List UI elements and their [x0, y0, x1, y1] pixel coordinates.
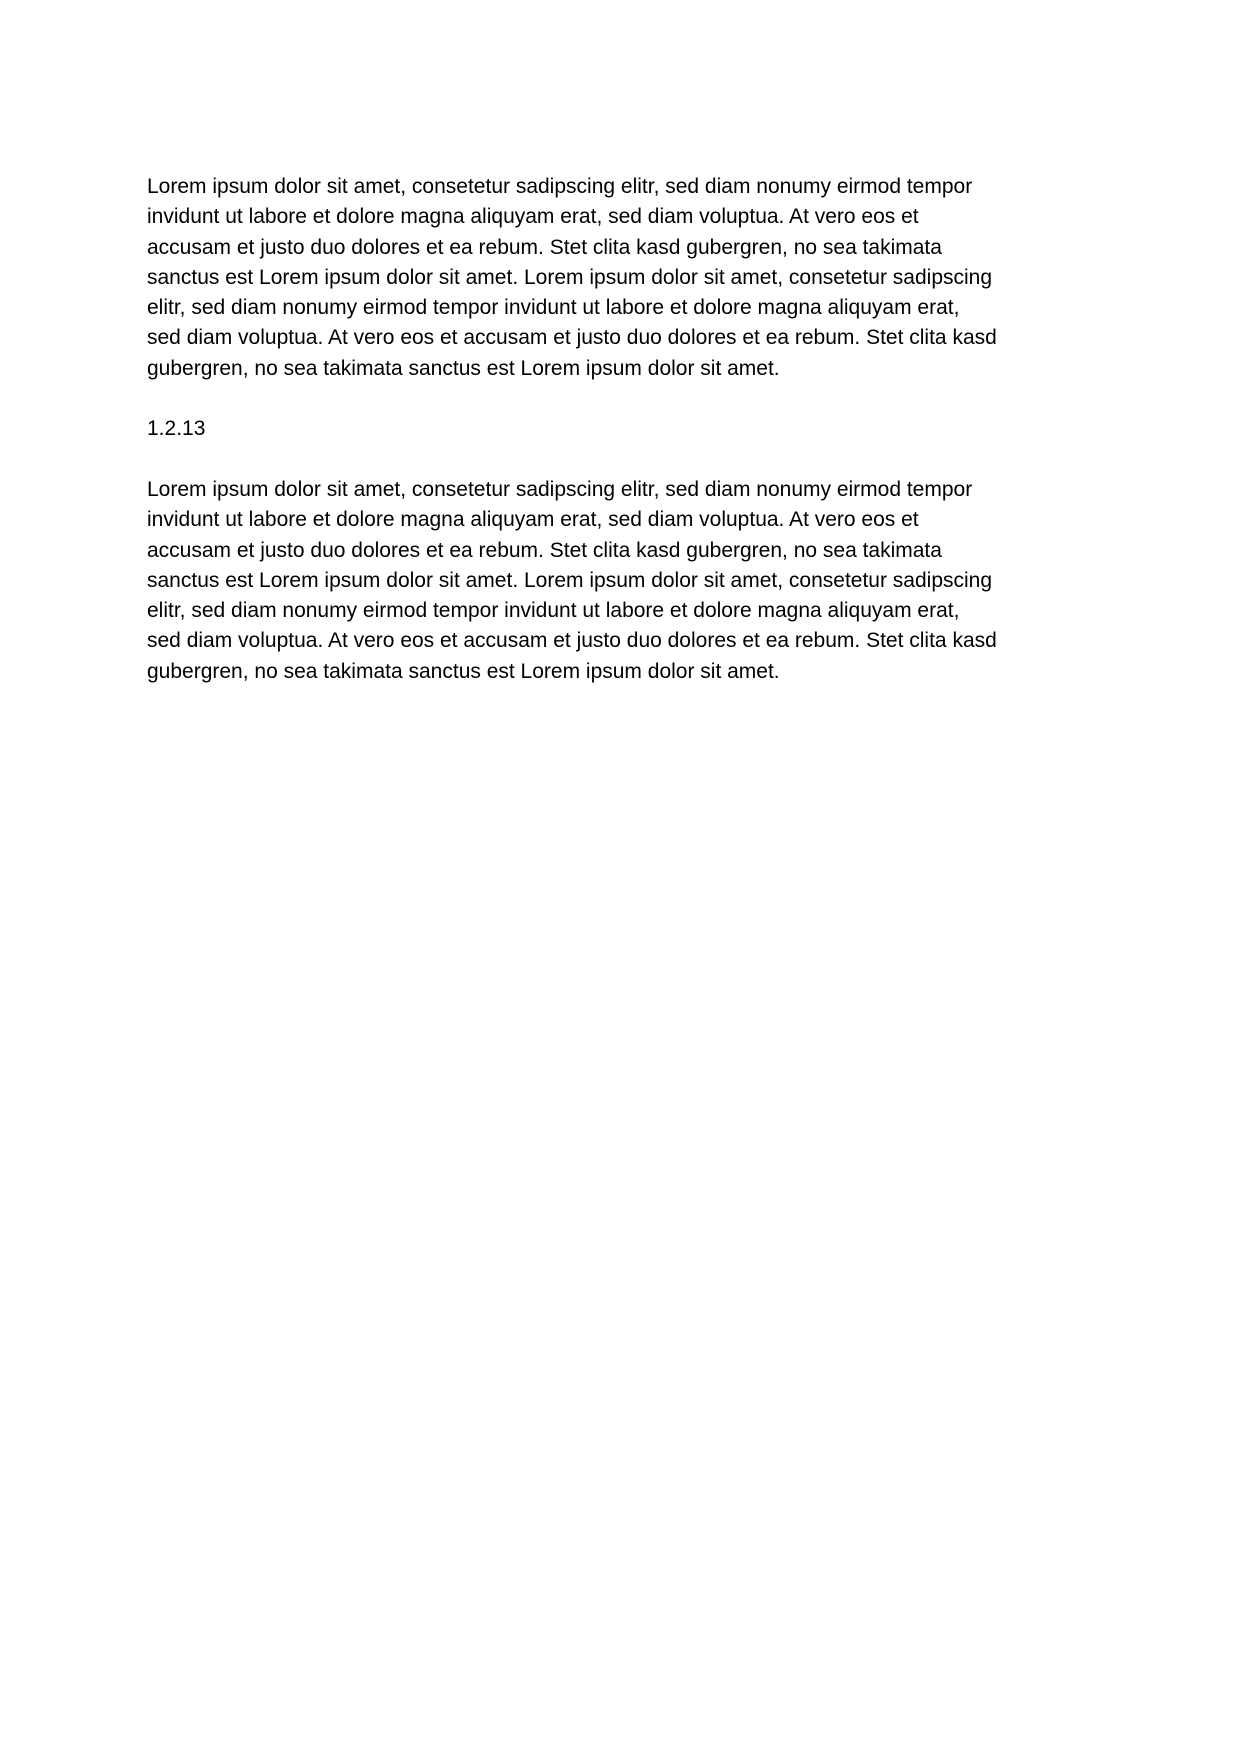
- text-line: elitr, sed diam nonumy eirmod tempor invidunt ut labore et dolore magna aliquyam erat,: [147, 599, 960, 623]
- text-line: sed diam voluptua. At vero eos et accusam et justo duo dolores et ea rebum. Stet clita kasd: [147, 629, 997, 653]
- text-line: Lorem ipsum dolor sit amet, consetetur sadipscing elitr, sed diam nonumy eirmod tempor: [147, 175, 973, 198]
- text-line: invidunt ut labore et dolore magna aliquyam erat, sed diam voluptua. At vero eos et: [147, 508, 919, 532]
- text-line: accusam et justo duo dolores et ea rebum. Stet clita kasd gubergren, no sea takimata: [147, 538, 942, 562]
- text-line: gubergren, no sea takimata sanctus est Lorem ipsum dolor sit amet.: [147, 356, 780, 380]
- text-line: elitr, sed diam nonumy eirmod tempor invidunt ut labore et dolore magna aliquyam erat,: [147, 296, 960, 320]
- text-line: sanctus est Lorem ipsum dolor sit amet. Lorem ipsum dolor sit amet, consetetur sadipscing: [147, 568, 993, 592]
- text-line: gubergren, no sea takimata sanctus est Lorem ipsum dolor sit amet.: [147, 659, 780, 683]
- text-line: invidunt ut labore et dolore magna aliquyam erat, sed diam voluptua. At vero eos et: [147, 205, 919, 229]
- text-line: Lorem ipsum dolor sit amet, consetetur sadipscing elitr, sed diam nonumy eirmod tempor: [147, 477, 973, 501]
- paragraph-1: [147, 172, 1150, 384]
- text-line: accusam et justo duo dolores et ea rebum. Stet clita kasd gubergren, no sea takimata: [147, 235, 942, 259]
- section-number: 1.2.13: [147, 417, 206, 441]
- paragraph-2: [147, 475, 1150, 687]
- text-line: sanctus est Lorem ipsum dolor sit amet. Lorem ipsum dolor sit amet, consetetur sadipscing: [147, 265, 993, 289]
- text-line: sed diam voluptua. At vero eos et accusam et justo duo dolores et ea rebum. Stet clita kasd: [147, 326, 997, 350]
